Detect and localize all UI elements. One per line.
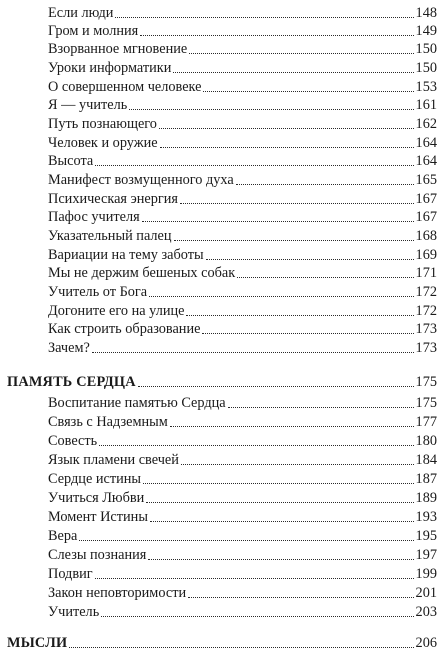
dot-leader	[236, 184, 414, 185]
dot-leader	[115, 17, 413, 18]
dot-leader	[142, 221, 414, 222]
toc-entry-page: 165	[415, 172, 437, 188]
toc-entry	[48, 152, 437, 170]
dot-leader	[189, 53, 413, 54]
toc-entry	[48, 451, 437, 469]
toc-entry	[48, 264, 437, 282]
toc-entry-title: Совесть	[48, 433, 98, 449]
toc-entry-page: 189	[415, 490, 437, 506]
dot-leader	[160, 147, 414, 148]
toc-entry-title: Указательный палец	[48, 228, 172, 244]
toc-entry	[48, 339, 437, 357]
toc-entry-page: 161	[415, 97, 437, 113]
toc-entry-title: Пафос учителя	[48, 209, 140, 225]
dot-leader	[138, 386, 414, 387]
dot-leader	[129, 109, 413, 110]
toc-entry-title: Догоните его на улице	[48, 303, 185, 319]
toc-entry-page: 173	[415, 340, 437, 356]
dot-leader	[101, 616, 413, 617]
toc-entry	[48, 190, 437, 208]
toc-entry-title: Закон неповторимости	[48, 585, 187, 601]
dot-leader	[180, 203, 414, 204]
toc-entry-page: 172	[415, 284, 437, 300]
toc-entry-page: 162	[415, 116, 437, 132]
toc-entry	[48, 413, 437, 431]
toc-entry-title: Уроки информатики	[48, 60, 172, 76]
dot-leader	[69, 647, 413, 648]
dot-leader	[92, 352, 414, 353]
toc-entry-title: Мы не держим бешеных собак	[48, 265, 236, 281]
toc-entry-title: Зачем?	[48, 340, 90, 356]
toc-entry	[48, 40, 437, 58]
toc-section-page: 175	[415, 374, 437, 390]
toc-entry-title: Манифест возмущенного духа	[48, 172, 234, 188]
toc-entry-page: 197	[415, 547, 437, 563]
toc-entry	[48, 489, 437, 507]
toc-entry-title: Психическая энергия	[48, 191, 178, 207]
toc-section-page: 206	[415, 635, 437, 651]
toc-entry-page: 177	[415, 414, 437, 430]
dot-leader	[203, 91, 413, 92]
toc-section-title: МЫСЛИ	[7, 635, 68, 651]
toc-entry-page: 199	[415, 566, 437, 582]
dot-leader	[143, 483, 414, 484]
dot-leader	[146, 502, 413, 503]
toc-entry-title: О совершенном человеке	[48, 79, 202, 95]
toc-entry-page: 180	[415, 433, 437, 449]
toc-entry-page: 171	[415, 265, 437, 281]
toc-entry-page: 167	[415, 191, 437, 207]
toc-entry-page: 195	[415, 528, 437, 544]
dot-leader	[159, 128, 414, 129]
toc-entry	[48, 603, 437, 621]
toc-entry-page: 173	[415, 321, 437, 337]
toc-entry	[48, 302, 437, 320]
dot-leader	[202, 333, 413, 334]
toc-entry-page: 187	[415, 471, 437, 487]
dot-leader	[237, 277, 413, 278]
toc-entry	[48, 565, 437, 583]
toc-entry-page: 169	[415, 247, 437, 263]
toc-entry-title: Человек и оружие	[48, 135, 158, 151]
toc-entry-page: 175	[415, 395, 437, 411]
toc-entry	[48, 394, 437, 412]
toc-section-heading	[7, 634, 437, 652]
toc-entry	[48, 115, 437, 133]
toc-entry	[48, 78, 437, 96]
toc-entry-page: 172	[415, 303, 437, 319]
toc-entry	[48, 432, 437, 450]
toc-entry-title: Путь познающего	[48, 116, 157, 132]
dot-leader	[79, 540, 413, 541]
dot-leader	[181, 464, 414, 465]
toc-entry-page: 201	[415, 585, 437, 601]
toc-entry-title: Взорванное мгновение	[48, 41, 188, 57]
toc-entry-title: Вариации на тему заботы	[48, 247, 204, 263]
dot-leader	[140, 35, 413, 36]
dot-leader	[95, 165, 413, 166]
toc-entry	[48, 546, 437, 564]
toc-entry-title: Я — учитель	[48, 97, 128, 113]
toc-entry-title: Слезы познания	[48, 547, 147, 563]
toc-entry-page: 153	[415, 79, 437, 95]
dot-leader	[186, 315, 413, 316]
toc-entry-page: 164	[415, 153, 437, 169]
toc-entry-page: 148	[415, 5, 437, 21]
toc-entry	[48, 4, 437, 22]
dot-leader	[150, 521, 414, 522]
toc-entry	[48, 59, 437, 77]
dot-leader	[174, 240, 414, 241]
toc-entry-page: 150	[415, 60, 437, 76]
toc-entry-page: 184	[415, 452, 437, 468]
toc-entry-title: Связь с Надземным	[48, 414, 168, 430]
toc-entry	[48, 320, 437, 338]
dot-leader	[149, 296, 413, 297]
toc-entry	[48, 527, 437, 545]
toc-entry-page: 203	[415, 604, 437, 620]
toc-entry	[48, 171, 437, 189]
toc-entry	[48, 283, 437, 301]
toc-entry-title: Если люди	[48, 5, 114, 21]
toc-entry-title: Учитель	[48, 604, 100, 620]
toc-entry	[48, 96, 437, 114]
toc-entry-title: Подвиг	[48, 566, 93, 582]
toc-entry-title: Как строить образование	[48, 321, 201, 337]
toc-entry-title: Гром и молния	[48, 23, 139, 39]
toc-entry-page: 164	[415, 135, 437, 151]
toc-entry-title: Воспитание памятью Сердца	[48, 395, 226, 411]
toc-entry	[48, 584, 437, 602]
toc-entry	[48, 227, 437, 245]
toc-entry-title: Язык пламени свечей	[48, 452, 179, 468]
toc-entry-title: Вера	[48, 528, 78, 544]
dot-leader	[173, 72, 413, 73]
dot-leader	[228, 407, 414, 408]
toc-entry-page: 167	[415, 209, 437, 225]
dot-leader	[148, 559, 413, 560]
toc-section-heading	[7, 373, 437, 391]
toc-entry	[48, 470, 437, 488]
dot-leader	[99, 445, 413, 446]
toc-entry-title: Высота	[48, 153, 94, 169]
toc-entry	[48, 134, 437, 152]
dot-leader	[206, 259, 414, 260]
toc-entry-title: Момент Истины	[48, 509, 148, 525]
toc-entry	[48, 508, 437, 526]
dot-leader	[95, 578, 414, 579]
toc-entry-page: 150	[415, 41, 437, 57]
toc-section-title: ПАМЯТЬ СЕРДЦА	[7, 374, 136, 390]
toc-entry	[48, 208, 437, 226]
toc-entry	[48, 246, 437, 264]
toc-entry-page: 149	[415, 23, 437, 39]
dot-leader	[170, 426, 414, 427]
toc-entry-page: 168	[415, 228, 437, 244]
toc-entry	[48, 22, 437, 40]
dot-leader	[188, 597, 413, 598]
toc-entry-title: Учитель от Бога	[48, 284, 148, 300]
toc-entry-page: 193	[415, 509, 437, 525]
toc-entry-title: Учиться Любви	[48, 490, 145, 506]
toc-entry-title: Сердце истины	[48, 471, 142, 487]
